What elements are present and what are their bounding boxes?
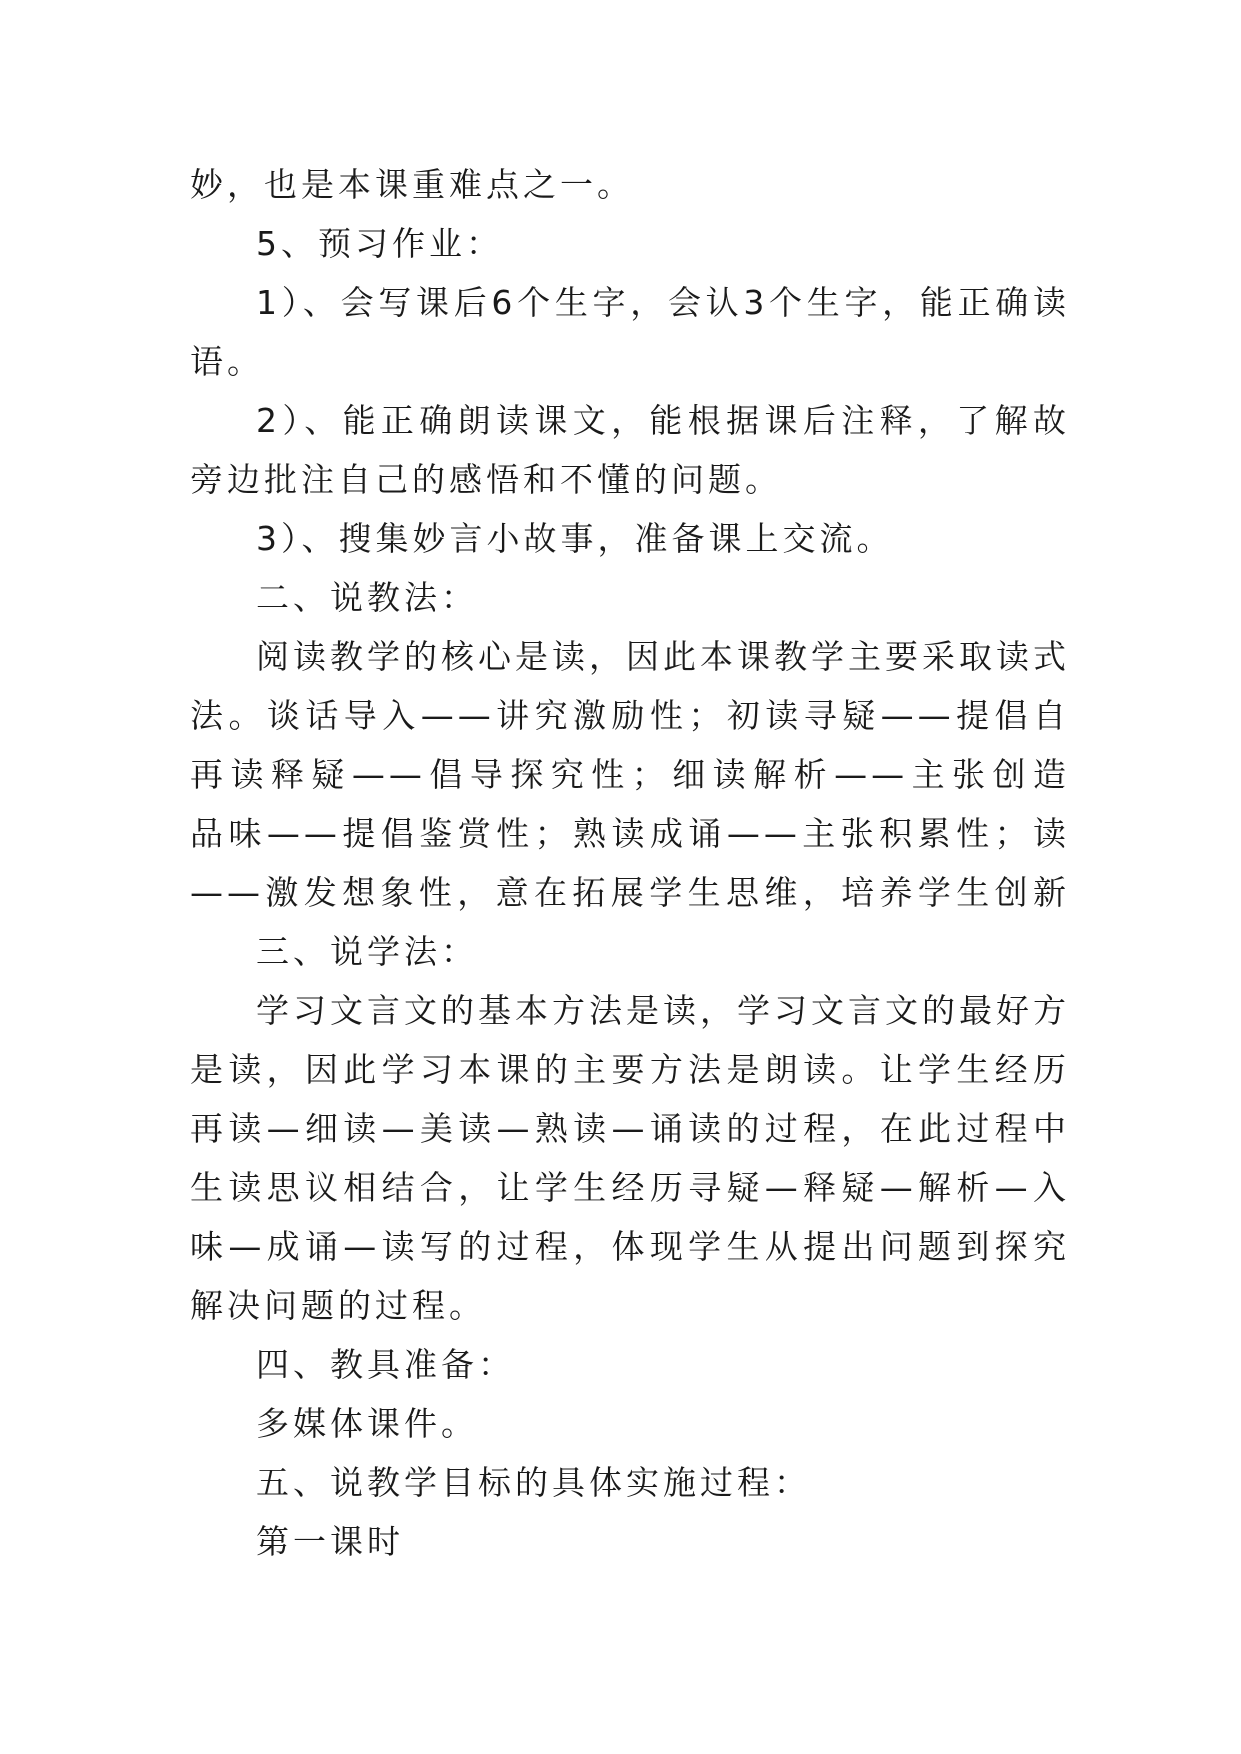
text-line: 多媒体课件。 <box>256 1404 478 1443</box>
text-line: ——激发想象性，意在拓展学生思维，培养学生创新 <box>190 873 1070 912</box>
section-heading: 三、说学法： <box>256 932 478 971</box>
text-line: 是读，因此学习本课的主要方法是朗读。让学生经历 <box>190 1050 1070 1089</box>
section-heading: 四、教具准备： <box>256 1345 515 1384</box>
section-heading: 五、说教学目标的具体实施过程： <box>256 1463 811 1502</box>
text-line: 2）、能正确朗读课文，能根据课后注释，了解故 <box>256 401 1070 440</box>
text-line: 味—成诵—读写的过程，体现学生从提出问题到探究 <box>190 1227 1070 1266</box>
text-line: 再读—细读—美读—熟读—诵读的过程，在此过程中 <box>190 1109 1070 1148</box>
text-line: 妙，也是本课重难点之一。 <box>190 165 634 204</box>
text-line: 阅读教学的核心是读，因此本课教学主要采取读式 <box>256 637 1070 676</box>
text-line: 品味——提倡鉴赏性；熟读成诵——主张积累性；读 <box>190 814 1070 853</box>
text-line: 解决问题的过程。 <box>190 1286 486 1325</box>
text-line: 1）、会写课后6个生字，会认3个生字，能正确读 <box>256 283 1070 322</box>
subsection-heading: 第一课时 <box>256 1522 404 1561</box>
section-heading: 二、说教法： <box>256 578 478 617</box>
text-line: 语。 <box>190 342 264 381</box>
text-line: 再读释疑——倡导探究性；细读解析——主张创造 <box>190 755 1070 794</box>
text-line: 3）、搜集妙言小故事，准备课上交流。 <box>256 519 894 558</box>
text-line: 学习文言文的基本方法是读，学习文言文的最好方 <box>256 991 1070 1030</box>
text-line: 旁边批注自己的感悟和不懂的问题。 <box>190 460 782 499</box>
text-line: 法。谈话导入——讲究激励性；初读寻疑——提倡自 <box>190 696 1070 735</box>
document-body <box>190 155 1070 1571</box>
text-line: 5、预习作业： <box>256 224 503 263</box>
text-line: 生读思议相结合，让学生经历寻疑—释疑—解析—入 <box>190 1168 1070 1207</box>
